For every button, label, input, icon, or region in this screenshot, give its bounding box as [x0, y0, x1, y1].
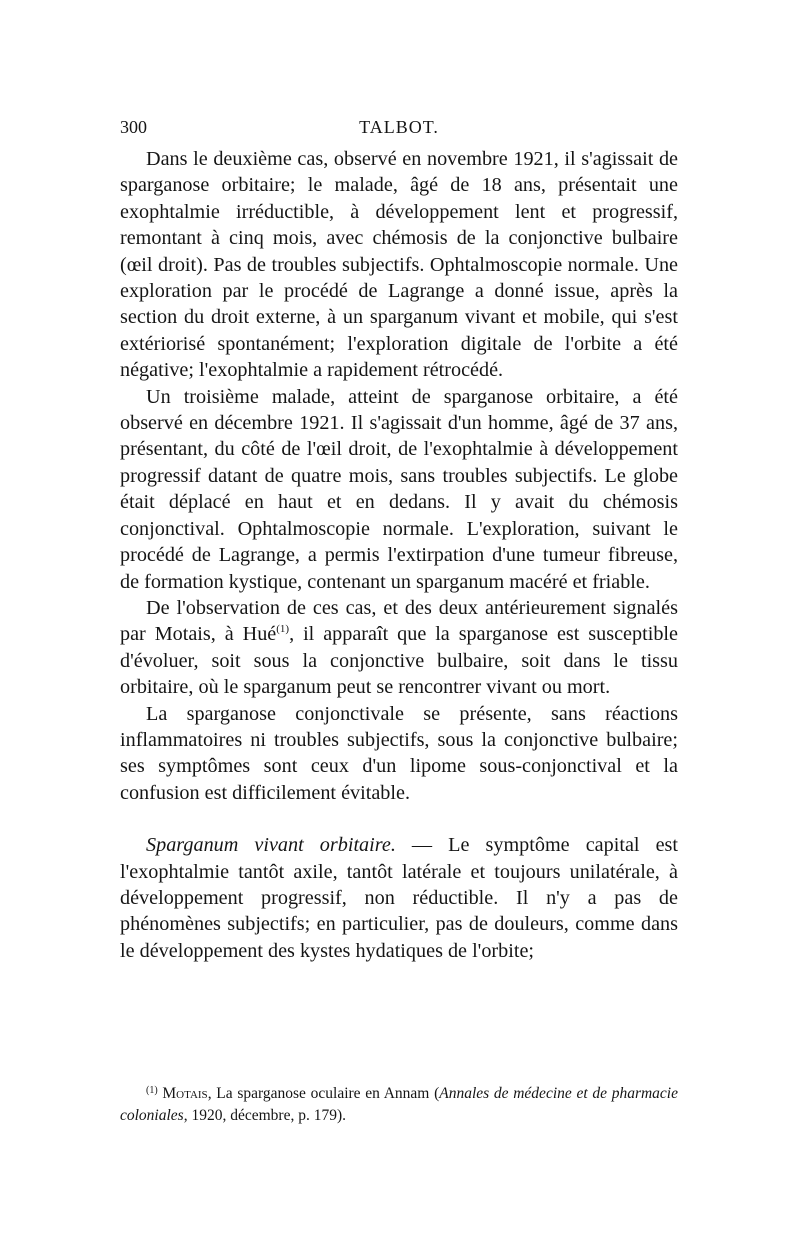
paragraph-third-case: Un troisième malade, atteint de sparganose orbitaire, a été observé en décembre 1921. Il s'agissait d'un homme, âgé de 37 ans, présentant, du côté de l'œil droit, de l'exophtalmie à développement progressif datant de quatre mois, sans troubles subjectifs. Le globe était déplacé en haut et en dedans. Il y avait du chémosis conjonctival. Ophtalmoscopie normale. L'exploration, suivant le procédé de Lagrange, a permis l'extirpation d'une tumeur fibreuse, de formation kystique, contenant un sparganum macéré et friable. [120, 385, 678, 593]
footnote-text-a: , La sparganose oculaire en Annam ( [207, 1085, 440, 1102]
paragraph-orbital-text: — Le symptôme capital est l'exophtalmie tantôt axile, tantôt latérale et toujours unilatérale, à développement progressif, non réductible. Il n'y a pas de phénomènes subjectifs; en particulier, pas de douleurs, comme dans le développement des kystes hydatiques de l'orbite; [120, 834, 678, 962]
paragraph-second-case: Dans le deuxième cas, observé en novembre 1921, il s'agissait de sparganose orbitaire; le malade, âgé de 18 ans, présentait une exophtalmie irréductible, à développement lent et progressif, remontant à cinq mois, avec chémosis de la conjonctive bulbaire (œil droit). Pas de troubles subjectifs. Ophtalmoscopie normale. Une exploration par le procédé de Lagrange a donné issue, après la section du droit externe, à un sparganum vivant et mobile, qui s'est extériorisé spontanément; l'exploration digitale de l'orbite a été négative; l'exophtalmie a rapidement rétrocédé. [120, 148, 678, 382]
paragraph-observation-text-b: , il apparaît que la sparganose est susceptible d'évoluer, soit sous la conjonctive bulbaire, soit dans le tissu orbitaire, où le sparganum peut se rencontrer vivant ou mort. [120, 623, 678, 699]
body-text [120, 146, 678, 964]
footnote-text-b: , 1920, décembre, p. 179). [183, 1107, 346, 1124]
page-number: 300 [120, 117, 147, 137]
footnote-paragraph [120, 1080, 678, 1127]
paragraph-orbital-sparganum [120, 832, 678, 964]
footnote-reference[interactable]: (1) [276, 623, 290, 636]
footnote-author: Motais [162, 1085, 208, 1102]
paragraph-conjunctival: La sparganose conjonctivale se présente, sans réactions inflammatoires ni troubles subjectifs, sous la conjonctive bulbaire; ses symptômes sont ceux d'un lipome sous-conjonctival et la confusion est difficilement évitable. [120, 702, 678, 804]
footnote [120, 1080, 678, 1127]
running-title: TALBOT. [359, 117, 439, 137]
section-heading: Sparganum vivant orbitaire. [146, 834, 396, 857]
paragraph-observation [120, 595, 678, 701]
footnote-mark: (1) [146, 1085, 158, 1096]
paragraph-observation-text-a: De l'observation de ces cas, et des deux antérieurement signalés par Motais, à Hué [120, 596, 678, 646]
footnote-journal: Annales de médecine et de pharmacie coloniales [120, 1085, 678, 1124]
